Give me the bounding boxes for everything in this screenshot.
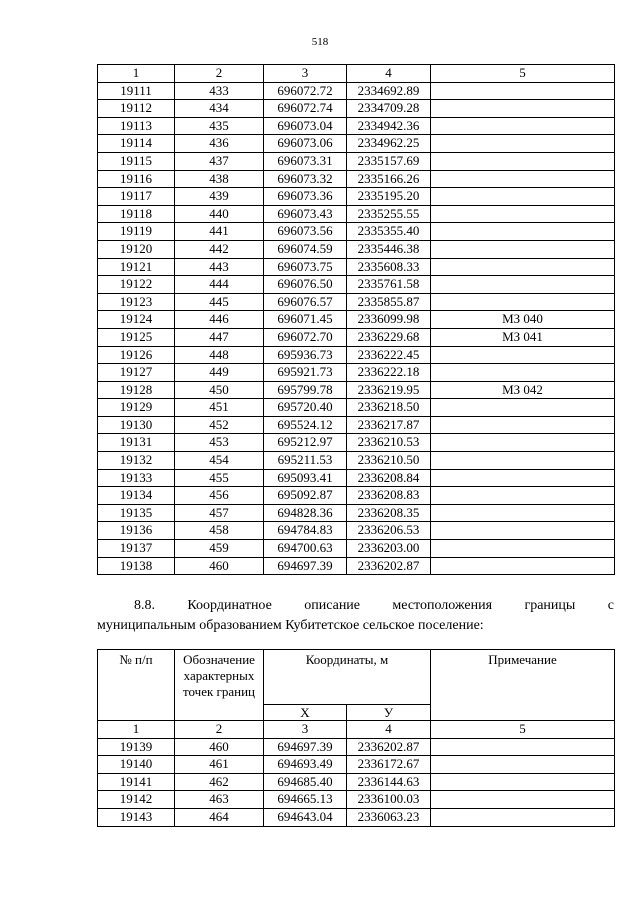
x-coordinate-cell: 696073.43 — [264, 205, 347, 223]
x-coordinate-cell: 694685.40 — [264, 773, 347, 791]
point-number-cell: 460 — [175, 557, 264, 575]
x-coordinate-cell: 694697.39 — [264, 557, 347, 575]
row-id-cell: 19116 — [98, 170, 175, 188]
note-cell — [431, 416, 615, 434]
y-coordinate-cell: 2336219.95 — [347, 381, 431, 399]
row-id-cell: 19129 — [98, 399, 175, 417]
x-coordinate-cell: 694784.83 — [264, 522, 347, 540]
y-coordinate-cell: 2336222.18 — [347, 364, 431, 382]
table-row — [98, 487, 615, 505]
point-number-cell: 448 — [175, 346, 264, 364]
row-id-cell: 19120 — [98, 240, 175, 258]
x-coordinate-cell: 696076.57 — [264, 293, 347, 311]
coordinates-table-continued — [97, 64, 615, 575]
x-coordinate-cell: 696073.04 — [264, 117, 347, 135]
y-coordinate-cell: 2336144.63 — [347, 773, 431, 791]
point-number-cell: 452 — [175, 416, 264, 434]
header-note-cell: Примечание — [431, 650, 615, 721]
row-id-cell: 19127 — [98, 364, 175, 382]
y-coordinate-cell: 2334692.89 — [347, 82, 431, 100]
column-number-cell: 2 — [175, 721, 264, 739]
point-number-cell: 433 — [175, 82, 264, 100]
point-number-cell: 460 — [175, 738, 264, 756]
x-coordinate-cell: 696073.36 — [264, 188, 347, 206]
note-cell — [431, 434, 615, 452]
y-coordinate-cell: 2336222.45 — [347, 346, 431, 364]
y-coordinate-cell: 2336217.87 — [347, 416, 431, 434]
row-id-cell: 19133 — [98, 469, 175, 487]
table-row — [98, 504, 615, 522]
x-coordinate-cell: 694665.13 — [264, 791, 347, 809]
note-cell — [431, 452, 615, 470]
header-y-cell: У — [347, 705, 431, 721]
column-number-row — [98, 65, 615, 83]
column-number-row — [98, 721, 615, 739]
row-id-cell: 19124 — [98, 311, 175, 329]
x-coordinate-cell: 696072.74 — [264, 100, 347, 118]
note-cell — [431, 205, 615, 223]
note-cell — [431, 135, 615, 153]
x-coordinate-cell: 696076.50 — [264, 276, 347, 294]
point-number-cell: 444 — [175, 276, 264, 294]
point-number-cell: 440 — [175, 205, 264, 223]
point-number-cell: 456 — [175, 487, 264, 505]
note-cell — [431, 258, 615, 276]
point-number-cell: 463 — [175, 791, 264, 809]
y-coordinate-cell: 2336229.68 — [347, 328, 431, 346]
note-cell — [431, 469, 615, 487]
row-id-cell: 19117 — [98, 188, 175, 206]
point-number-cell: 441 — [175, 223, 264, 241]
row-id-cell: 19136 — [98, 522, 175, 540]
point-number-cell: 445 — [175, 293, 264, 311]
row-id-cell: 19139 — [98, 738, 175, 756]
row-id-cell: 19137 — [98, 540, 175, 558]
note-cell — [431, 773, 615, 791]
point-number-cell: 462 — [175, 773, 264, 791]
x-coordinate-cell: 694828.36 — [264, 504, 347, 522]
x-coordinate-cell: 695211.53 — [264, 452, 347, 470]
column-number-cell: 5 — [431, 721, 615, 739]
table-row — [98, 557, 615, 575]
table-row — [98, 364, 615, 382]
note-cell — [431, 487, 615, 505]
point-number-cell: 447 — [175, 328, 264, 346]
table-row — [98, 117, 615, 135]
note-cell — [431, 293, 615, 311]
row-id-cell: 19114 — [98, 135, 175, 153]
point-number-cell: 455 — [175, 469, 264, 487]
y-coordinate-cell: 2336208.35 — [347, 504, 431, 522]
table-row — [98, 808, 615, 826]
y-coordinate-cell: 2335355.40 — [347, 223, 431, 241]
note-cell — [431, 152, 615, 170]
point-number-cell: 436 — [175, 135, 264, 153]
x-coordinate-cell: 694693.49 — [264, 756, 347, 774]
page-number: 518 — [311, 36, 329, 48]
table-row — [98, 258, 615, 276]
point-number-cell: 446 — [175, 311, 264, 329]
table-row — [98, 188, 615, 206]
y-coordinate-cell: 2335446.38 — [347, 240, 431, 258]
x-coordinate-cell: 696073.75 — [264, 258, 347, 276]
x-coordinate-cell: 696072.72 — [264, 82, 347, 100]
row-id-cell: 19123 — [98, 293, 175, 311]
header-row — [98, 650, 615, 705]
row-id-cell: 19111 — [98, 82, 175, 100]
header-points-cell: Обозначение характерных точек границ — [175, 650, 264, 721]
table-row — [98, 416, 615, 434]
table-row — [98, 469, 615, 487]
heading-word: с — [607, 598, 614, 613]
note-cell — [431, 346, 615, 364]
point-number-cell: 453 — [175, 434, 264, 452]
table-row — [98, 100, 615, 118]
table-row — [98, 756, 615, 774]
row-id-cell: 19126 — [98, 346, 175, 364]
table-row — [98, 311, 615, 329]
row-id-cell: 19130 — [98, 416, 175, 434]
heading-word: Координатное — [187, 598, 272, 613]
point-number-cell: 459 — [175, 540, 264, 558]
point-number-cell: 464 — [175, 808, 264, 826]
row-id-cell: 19113 — [98, 117, 175, 135]
point-number-cell: 458 — [175, 522, 264, 540]
column-number-cell: 2 — [175, 65, 264, 83]
x-coordinate-cell: 694700.63 — [264, 540, 347, 558]
x-coordinate-cell: 694643.04 — [264, 808, 347, 826]
note-cell: МЗ 042 — [431, 381, 615, 399]
table-row — [98, 223, 615, 241]
row-id-cell: 19142 — [98, 791, 175, 809]
row-id-cell: 19143 — [98, 808, 175, 826]
y-coordinate-cell: 2335166.26 — [347, 170, 431, 188]
table-row — [98, 152, 615, 170]
row-id-cell: 19131 — [98, 434, 175, 452]
x-coordinate-cell: 696073.31 — [264, 152, 347, 170]
note-cell: МЗ 041 — [431, 328, 615, 346]
note-cell — [431, 364, 615, 382]
point-number-cell: 454 — [175, 452, 264, 470]
table-row — [98, 328, 615, 346]
y-coordinate-cell: 2336210.50 — [347, 452, 431, 470]
heading-word: границы — [524, 598, 576, 613]
table-row — [98, 399, 615, 417]
note-cell — [431, 557, 615, 575]
note-cell — [431, 504, 615, 522]
x-coordinate-cell: 695720.40 — [264, 399, 347, 417]
x-coordinate-cell: 695921.73 — [264, 364, 347, 382]
column-number-cell: 4 — [347, 721, 431, 739]
header-x-cell: Х — [264, 705, 347, 721]
column-number-cell: 1 — [98, 721, 175, 739]
y-coordinate-cell: 2336208.83 — [347, 487, 431, 505]
note-cell — [431, 82, 615, 100]
x-coordinate-cell: 695212.97 — [264, 434, 347, 452]
point-number-cell: 461 — [175, 756, 264, 774]
heading-word: местоположения — [392, 598, 493, 613]
table-row — [98, 738, 615, 756]
row-id-cell: 19122 — [98, 276, 175, 294]
y-coordinate-cell: 2336203.00 — [347, 540, 431, 558]
row-id-cell: 19138 — [98, 557, 175, 575]
note-cell — [431, 808, 615, 826]
row-id-cell: 19112 — [98, 100, 175, 118]
x-coordinate-cell: 695092.87 — [264, 487, 347, 505]
point-number-cell: 449 — [175, 364, 264, 382]
heading-word: описание — [304, 598, 361, 613]
row-id-cell: 19128 — [98, 381, 175, 399]
table-row — [98, 205, 615, 223]
row-id-cell: 19121 — [98, 258, 175, 276]
row-id-cell: 19135 — [98, 504, 175, 522]
table-row — [98, 135, 615, 153]
note-cell — [431, 540, 615, 558]
y-coordinate-cell: 2336099.98 — [347, 311, 431, 329]
x-coordinate-cell: 695093.41 — [264, 469, 347, 487]
x-coordinate-cell: 696073.06 — [264, 135, 347, 153]
row-id-cell: 19125 — [98, 328, 175, 346]
point-number-cell: 451 — [175, 399, 264, 417]
y-coordinate-cell: 2335255.55 — [347, 205, 431, 223]
y-coordinate-cell: 2335608.33 — [347, 258, 431, 276]
row-id-cell: 19140 — [98, 756, 175, 774]
y-coordinate-cell: 2335761.58 — [347, 276, 431, 294]
x-coordinate-cell: 696074.59 — [264, 240, 347, 258]
heading-word: 8.8. — [134, 598, 155, 613]
note-cell — [431, 170, 615, 188]
y-coordinate-cell: 2334942.36 — [347, 117, 431, 135]
point-number-cell: 443 — [175, 258, 264, 276]
note-cell — [431, 100, 615, 118]
column-number-cell: 4 — [347, 65, 431, 83]
table-row — [98, 276, 615, 294]
row-id-cell: 19141 — [98, 773, 175, 791]
x-coordinate-cell: 696072.70 — [264, 328, 347, 346]
table-row — [98, 434, 615, 452]
header-number-cell: № п/п — [98, 650, 175, 721]
table-row — [98, 346, 615, 364]
point-number-cell: 437 — [175, 152, 264, 170]
row-id-cell: 19115 — [98, 152, 175, 170]
table-row — [98, 522, 615, 540]
table-row — [98, 773, 615, 791]
table-row — [98, 540, 615, 558]
note-cell — [431, 188, 615, 206]
point-number-cell: 450 — [175, 381, 264, 399]
note-cell — [431, 240, 615, 258]
y-coordinate-cell: 2334962.25 — [347, 135, 431, 153]
x-coordinate-cell: 695936.73 — [264, 346, 347, 364]
note-cell: МЗ 040 — [431, 311, 615, 329]
column-number-cell: 1 — [98, 65, 175, 83]
y-coordinate-cell: 2336210.53 — [347, 434, 431, 452]
row-id-cell: 19118 — [98, 205, 175, 223]
table-row — [98, 240, 615, 258]
point-number-cell: 457 — [175, 504, 264, 522]
y-coordinate-cell: 2336202.87 — [347, 557, 431, 575]
section-heading-line-2: муниципальным образованием Кубитетское сельское поселение: — [97, 618, 484, 633]
point-number-cell: 434 — [175, 100, 264, 118]
table-row — [98, 791, 615, 809]
note-cell — [431, 117, 615, 135]
table-row — [98, 170, 615, 188]
x-coordinate-cell: 696071.45 — [264, 311, 347, 329]
x-coordinate-cell: 695799.78 — [264, 381, 347, 399]
point-number-cell: 442 — [175, 240, 264, 258]
y-coordinate-cell: 2335157.69 — [347, 152, 431, 170]
y-coordinate-cell: 2334709.28 — [347, 100, 431, 118]
column-number-cell: 3 — [264, 65, 347, 83]
x-coordinate-cell: 696073.56 — [264, 223, 347, 241]
y-coordinate-cell: 2336100.03 — [347, 791, 431, 809]
y-coordinate-cell: 2336206.53 — [347, 522, 431, 540]
note-cell — [431, 276, 615, 294]
y-coordinate-cell: 2336218.50 — [347, 399, 431, 417]
x-coordinate-cell: 694697.39 — [264, 738, 347, 756]
section-heading — [97, 596, 614, 636]
header-coordinates-cell: Координаты, м — [264, 650, 431, 705]
row-id-cell: 19134 — [98, 487, 175, 505]
point-number-cell: 438 — [175, 170, 264, 188]
row-id-cell: 19119 — [98, 223, 175, 241]
note-cell — [431, 399, 615, 417]
column-number-cell: 5 — [431, 65, 615, 83]
table-row — [98, 452, 615, 470]
row-id-cell: 19132 — [98, 452, 175, 470]
coordinates-table — [97, 649, 615, 827]
note-cell — [431, 756, 615, 774]
point-number-cell: 435 — [175, 117, 264, 135]
point-number-cell: 439 — [175, 188, 264, 206]
y-coordinate-cell: 2336202.87 — [347, 738, 431, 756]
note-cell — [431, 223, 615, 241]
note-cell — [431, 522, 615, 540]
note-cell — [431, 738, 615, 756]
section-heading-line-1 — [97, 596, 614, 616]
y-coordinate-cell: 2336172.67 — [347, 756, 431, 774]
x-coordinate-cell: 695524.12 — [264, 416, 347, 434]
y-coordinate-cell: 2335195.20 — [347, 188, 431, 206]
table-row — [98, 82, 615, 100]
y-coordinate-cell: 2335855.87 — [347, 293, 431, 311]
table-row — [98, 293, 615, 311]
y-coordinate-cell: 2336208.84 — [347, 469, 431, 487]
y-coordinate-cell: 2336063.23 — [347, 808, 431, 826]
column-number-cell: 3 — [264, 721, 347, 739]
table-row — [98, 381, 615, 399]
note-cell — [431, 791, 615, 809]
x-coordinate-cell: 696073.32 — [264, 170, 347, 188]
